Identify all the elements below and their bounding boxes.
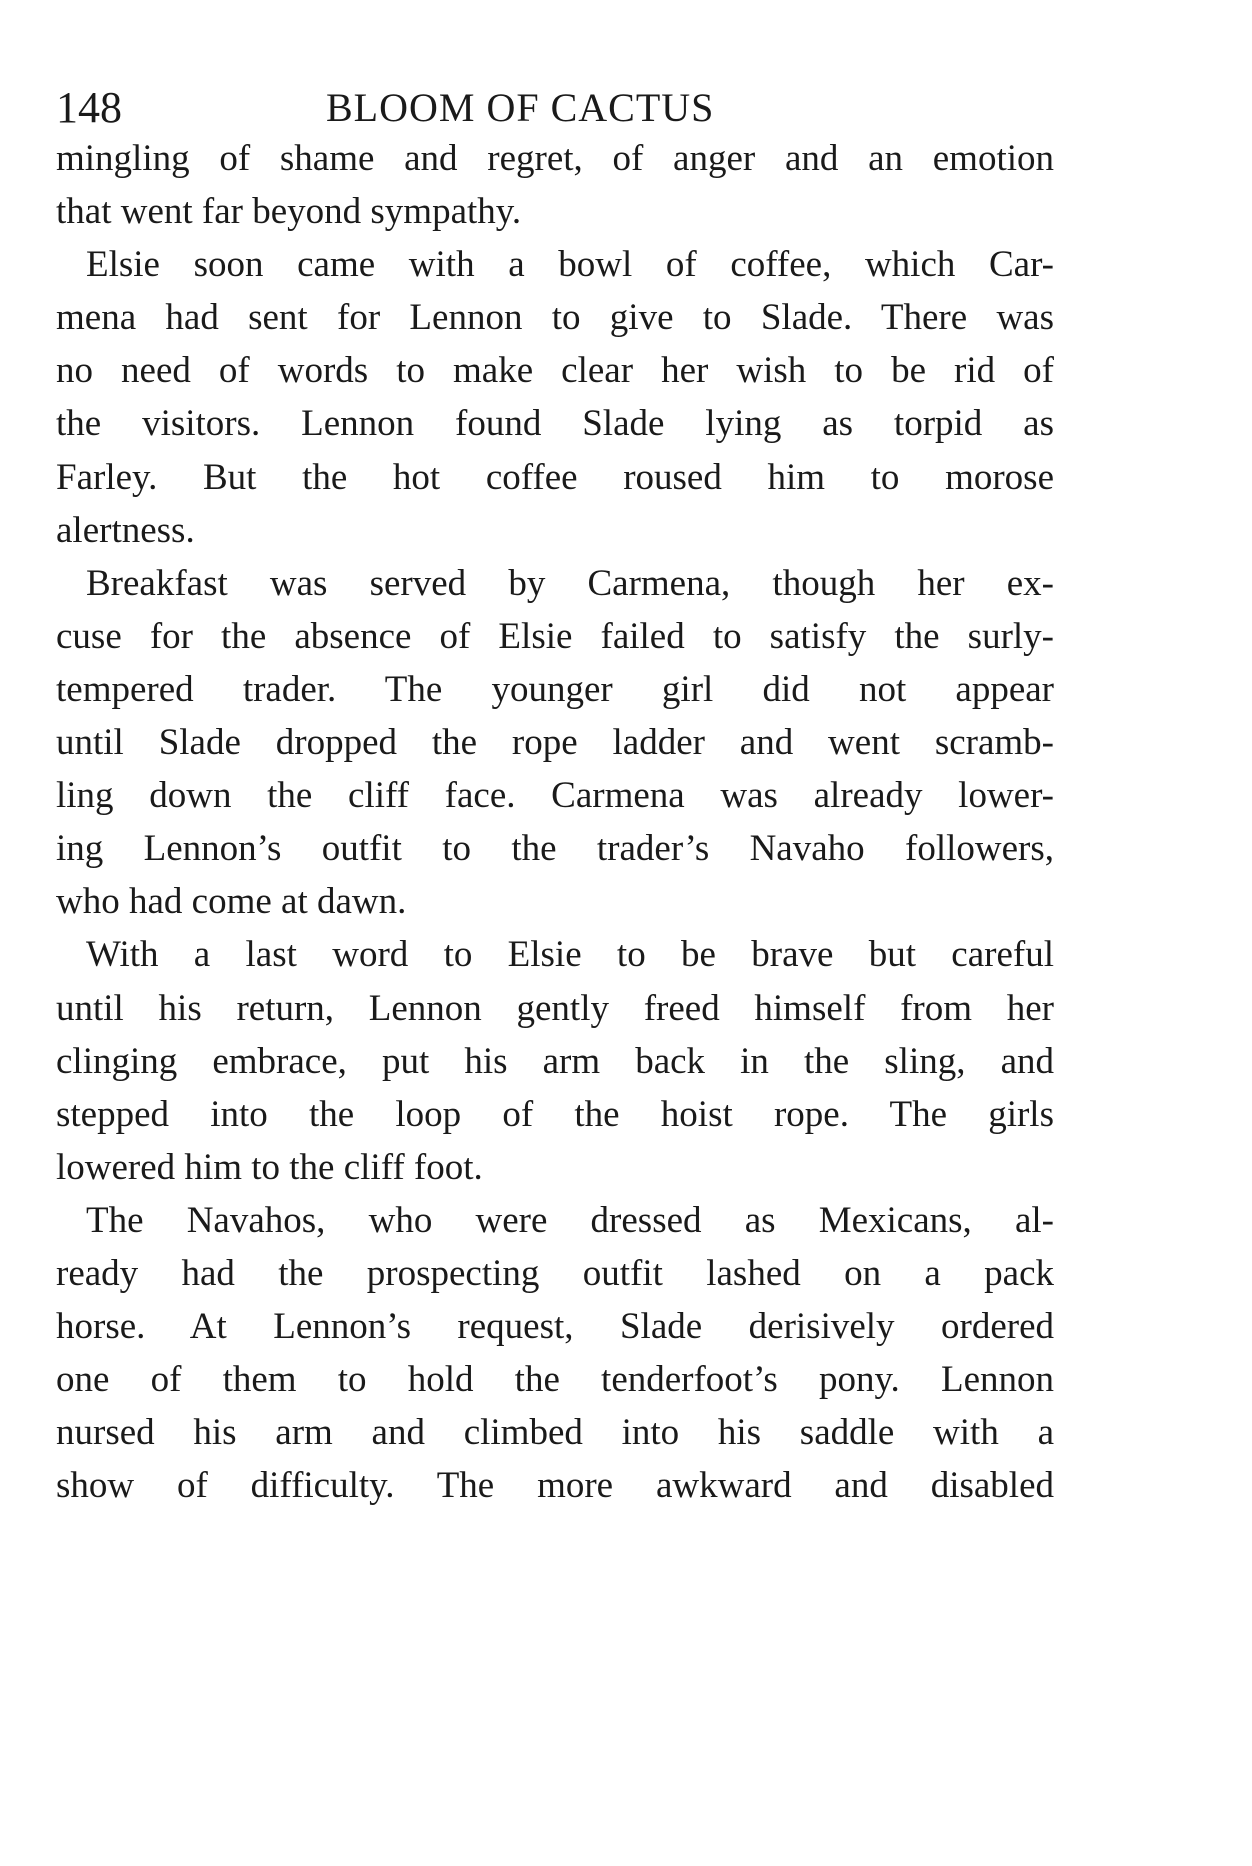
text-line: the visitors. Lennon found Slade lying as torpid as	[56, 403, 1054, 445]
text-line: who had come at dawn.	[56, 881, 407, 923]
text-line: Elsie soon came with a bowl of coffee, which Car-	[86, 244, 1054, 286]
body-text	[56, 132, 1054, 1512]
text-line: lowered him to the cliff foot.	[56, 1146, 483, 1188]
text-line: mena had sent for Lennon to give to Slade. There was	[56, 297, 1054, 339]
page-number: 148	[56, 83, 122, 132]
text-line: stepped into the loop of the hoist rope. The girls	[56, 1093, 1054, 1135]
text-line: until Slade dropped the rope ladder and went scramb-	[56, 722, 1054, 764]
text-line: alertness.	[56, 509, 195, 551]
text-line: no need of words to make clear her wish to be rid of	[56, 350, 1054, 392]
text-line: ready had the prospecting outfit lashed on a pack	[56, 1252, 1054, 1294]
text-line: Breakfast was served by Carmena, though her ex-	[86, 562, 1054, 604]
text-line: ling down the cliff face. Carmena was already lower-	[56, 775, 1054, 817]
text-line: show of difficulty. The more awkward and disabled	[56, 1465, 1054, 1507]
text-line: clinging embrace, put his arm back in the sling, and	[56, 1040, 1054, 1082]
page-header	[56, 78, 1056, 138]
text-line: The Navahos, who were dressed as Mexicans, al-	[86, 1199, 1054, 1241]
text-line: With a last word to Elsie to be brave but careful	[86, 934, 1054, 976]
text-line: horse. At Lennon’s request, Slade derisively ordered	[56, 1306, 1054, 1348]
text-line: Farley. But the hot coffee roused him to morose	[56, 456, 1054, 498]
text-line: cuse for the absence of Elsie failed to satisfy the surly-	[56, 615, 1054, 657]
text-line: mingling of shame and regret, of anger and an emotion	[56, 138, 1054, 179]
text-line: ing Lennon’s outfit to the trader’s Navaho followers,	[56, 828, 1054, 870]
running-title: BLOOM OF CACTUS	[326, 85, 715, 130]
text-line: tempered trader. The younger girl did not appear	[56, 668, 1054, 710]
text-line: nursed his arm and climbed into his saddle with a	[56, 1412, 1054, 1454]
text-line: until his return, Lennon gently freed himself from her	[56, 987, 1054, 1029]
text-line: that went far beyond sympathy.	[56, 191, 522, 233]
text-line: one of them to hold the tenderfoot’s pony. Lennon	[56, 1359, 1054, 1401]
